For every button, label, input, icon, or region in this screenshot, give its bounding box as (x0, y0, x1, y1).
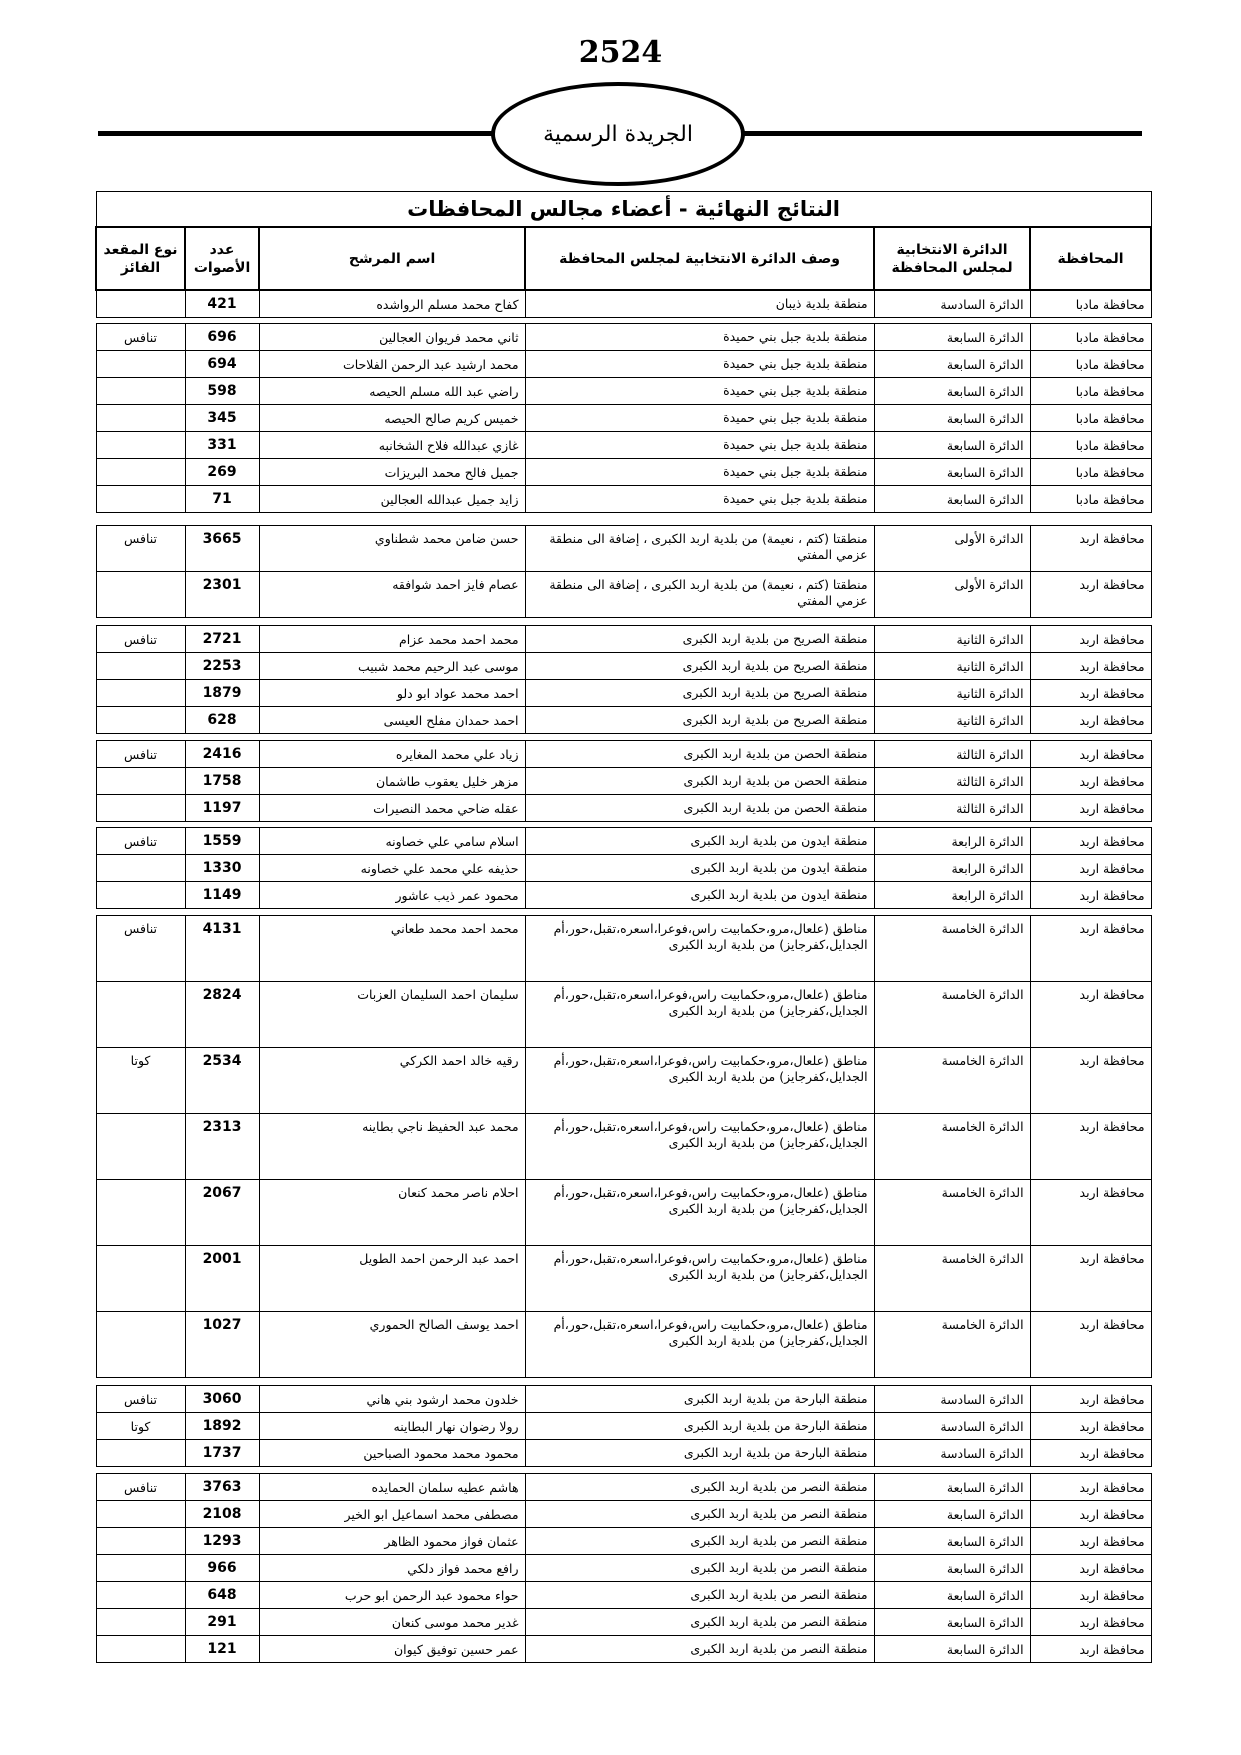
votes-cell: 1758 (185, 768, 259, 795)
candidate-name-cell: عمر حسين توفيق كيوان (259, 1636, 525, 1663)
votes-cell: 121 (185, 1636, 259, 1663)
votes-cell: 2313 (185, 1114, 259, 1180)
governorate-cell: محافظة مادبا (1030, 378, 1151, 405)
governorate-cell: محافظة اربد (1030, 741, 1151, 768)
seat-type-header (96, 227, 185, 290)
district-description-cell: منطقة الصريح من بلدية اربد الكبرى (525, 707, 874, 734)
seat-type-cell (96, 290, 185, 318)
votes-cell: 598 (185, 378, 259, 405)
seat-type-cell (96, 982, 185, 1048)
table-row (96, 982, 1151, 1048)
seat-type-cell (96, 882, 185, 909)
district-cell: الدائرة الثانية (874, 680, 1030, 707)
group-spacer-cell (96, 1467, 1151, 1474)
votes-cell: 966 (185, 1555, 259, 1582)
candidate-name-cell: ثاني محمد فريوان العجالين (259, 324, 525, 351)
table-row (96, 1582, 1151, 1609)
district-cell: الدائرة السابعة (874, 324, 1030, 351)
district-description-cell: منطقة بلدية جبل بني حميدة (525, 378, 874, 405)
votes-cell: 2534 (185, 1048, 259, 1114)
district-description-cell: مناطق (علعال،مرو،حكمابيت راس،فوعرا،اسعره،تقبل،حور،أم الجدايل،كفرجايز) من بلدية اربد الكبرى (525, 1114, 874, 1180)
votes-cell: 421 (185, 290, 259, 318)
seat-type-cell (96, 459, 185, 486)
governorate-cell: محافظة اربد (1030, 1386, 1151, 1413)
votes-cell: 1892 (185, 1413, 259, 1440)
results-table-body (96, 290, 1151, 1663)
group-spacer-cell (96, 909, 1151, 916)
governorate-cell: محافظة مادبا (1030, 351, 1151, 378)
votes-cell: 2824 (185, 982, 259, 1048)
seat-type-cell (96, 1582, 185, 1609)
district-cell: الدائرة السابعة (874, 459, 1030, 486)
district-cell: الدائرة الثالثة (874, 741, 1030, 768)
description-header (525, 227, 874, 290)
candidate-header-label: اسم المرشح (348, 250, 436, 267)
district-description-cell: منطقتا (كتم ، نعيمة) من بلدية اربد الكبرى ، إضافة الى منطقة عزمي المفتي (525, 526, 874, 572)
district-description-cell: منطقتا (كتم ، نعيمة) من بلدية اربد الكبرى ، إضافة الى منطقة عزمي المفتي (525, 572, 874, 618)
seat-type-cell: تنافس (96, 741, 185, 768)
district-description-cell: منطقة النصر من بلدية اربد الكبرى (525, 1609, 874, 1636)
district-cell: الدائرة الخامسة (874, 982, 1030, 1048)
governorate-cell: محافظة اربد (1030, 1312, 1151, 1378)
candidate-name-cell: حواء محمود عبد الرحمن ابو حرب (259, 1582, 525, 1609)
votes-cell: 4131 (185, 916, 259, 982)
group-spacer (96, 1378, 1151, 1386)
table-row (96, 486, 1151, 513)
candidate-name-cell: اسلام سامي علي خصاونه (259, 828, 525, 855)
governorate-cell: محافظة مادبا (1030, 486, 1151, 513)
district-cell: الدائرة السابعة (874, 1474, 1030, 1501)
candidate-name-cell: محمد عبد الحفيظ ناجي بطاينه (259, 1114, 525, 1180)
table-row (96, 572, 1151, 618)
governorate-cell: محافظة اربد (1030, 1474, 1151, 1501)
candidate-name-cell: محمود محمد محمود الصباحين (259, 1440, 525, 1467)
votes-cell: 3060 (185, 1386, 259, 1413)
governorate-cell: محافظة مادبا (1030, 405, 1151, 432)
seat-type-header-label-1: نوع المقعد (103, 241, 178, 258)
seat-type-cell (96, 572, 185, 618)
governorate-cell: محافظة اربد (1030, 572, 1151, 618)
table-row (96, 1246, 1151, 1312)
table-row (96, 1555, 1151, 1582)
governorate-cell: محافظة اربد (1030, 795, 1151, 822)
votes-cell: 1330 (185, 855, 259, 882)
candidate-header (259, 227, 525, 290)
group-spacer (96, 513, 1151, 526)
results-table-head (96, 192, 1151, 291)
governorate-cell: محافظة اربد (1030, 1048, 1151, 1114)
table-row (96, 768, 1151, 795)
votes-cell: 694 (185, 351, 259, 378)
district-cell: الدائرة السابعة (874, 1555, 1030, 1582)
district-cell: الدائرة الرابعة (874, 882, 1030, 909)
seat-type-cell (96, 1246, 185, 1312)
votes-cell: 2253 (185, 653, 259, 680)
district-description-cell: منطقة النصر من بلدية اربد الكبرى (525, 1582, 874, 1609)
votes-cell: 1293 (185, 1528, 259, 1555)
group-spacer (96, 909, 1151, 916)
publication-title: الجريدة الرسمية (543, 121, 693, 147)
seat-type-cell (96, 768, 185, 795)
votes-header (185, 227, 259, 290)
district-header-label-2: لمجلس المحافظة (891, 259, 1013, 276)
governorate-cell: محافظة اربد (1030, 828, 1151, 855)
table-row (96, 526, 1151, 572)
table-row (96, 1386, 1151, 1413)
governorate-cell: محافظة اربد (1030, 882, 1151, 909)
header-row (96, 227, 1151, 290)
seat-type-cell: تنافس (96, 1474, 185, 1501)
district-cell: الدائرة السابعة (874, 351, 1030, 378)
governorate-cell: محافظة مادبا (1030, 432, 1151, 459)
candidate-name-cell: احمد يوسف الصالح الحموري (259, 1312, 525, 1378)
district-header (874, 227, 1030, 290)
table-row (96, 1474, 1151, 1501)
district-description-cell: منطقة الحصن من بلدية اربد الكبرى (525, 768, 874, 795)
group-spacer-cell (96, 513, 1151, 526)
candidate-name-cell: راضي عبد الله مسلم الحيصه (259, 378, 525, 405)
candidate-name-cell: هاشم عطيه سلمان الحمايده (259, 1474, 525, 1501)
candidate-name-cell: احمد حمدان مفلح العيسى (259, 707, 525, 734)
seat-type-cell (96, 1501, 185, 1528)
seat-type-cell (96, 432, 185, 459)
votes-cell: 269 (185, 459, 259, 486)
district-description-cell: منطقة البارحة من بلدية اربد الكبرى (525, 1386, 874, 1413)
district-description-cell: منطقة بلدية جبل بني حميدة (525, 432, 874, 459)
candidate-name-cell: محمد احمد محمد طعاني (259, 916, 525, 982)
district-description-cell: منطقة النصر من بلدية اربد الكبرى (525, 1474, 874, 1501)
district-cell: الدائرة الخامسة (874, 1114, 1030, 1180)
votes-cell: 345 (185, 405, 259, 432)
candidate-name-cell: محمد ارشيد عبد الرحمن الفلاحات (259, 351, 525, 378)
governorate-cell: محافظة اربد (1030, 982, 1151, 1048)
candidate-name-cell: خلدون محمد ارشود بني هاني (259, 1386, 525, 1413)
votes-cell: 2721 (185, 626, 259, 653)
seat-type-cell: تنافس (96, 916, 185, 982)
governorate-cell: محافظة اربد (1030, 1246, 1151, 1312)
district-cell: الدائرة الخامسة (874, 916, 1030, 982)
seat-type-cell (96, 1440, 185, 1467)
district-description-cell: منطقة البارحة من بلدية اربد الكبرى (525, 1413, 874, 1440)
district-cell: الدائرة السادسة (874, 1386, 1030, 1413)
table-row (96, 795, 1151, 822)
votes-cell: 291 (185, 1609, 259, 1636)
district-cell: الدائرة الخامسة (874, 1180, 1030, 1246)
candidate-name-cell: غازي عبدالله فلاح الشخانبه (259, 432, 525, 459)
seat-type-cell (96, 1180, 185, 1246)
table-row (96, 1609, 1151, 1636)
district-description-cell: منطقة ايدون من بلدية اربد الكبرى (525, 855, 874, 882)
candidate-name-cell: عصام فايز احمد شوافقه (259, 572, 525, 618)
votes-cell: 1027 (185, 1312, 259, 1378)
governorate-header-label: المحافظة (1057, 250, 1124, 267)
governorate-cell: محافظة اربد (1030, 1180, 1151, 1246)
district-description-cell: منطقة ايدون من بلدية اربد الكبرى (525, 882, 874, 909)
table-row (96, 707, 1151, 734)
candidate-name-cell: عثمان فواز محمود الظاهر (259, 1528, 525, 1555)
table-row (96, 680, 1151, 707)
district-cell: الدائرة السابعة (874, 432, 1030, 459)
candidate-name-cell: رافع محمد فواز دلكي (259, 1555, 525, 1582)
governorate-cell: محافظة اربد (1030, 707, 1151, 734)
governorate-cell: محافظة اربد (1030, 1528, 1151, 1555)
governorate-cell: محافظة اربد (1030, 653, 1151, 680)
governorate-cell: محافظة اربد (1030, 1555, 1151, 1582)
votes-cell: 628 (185, 707, 259, 734)
table-row (96, 1636, 1151, 1663)
candidate-name-cell: زايد جميل عبدالله العجالين (259, 486, 525, 513)
table-row (96, 626, 1151, 653)
table-row (96, 1048, 1151, 1114)
votes-header-label-2: الأصوات (193, 259, 251, 276)
district-description-cell: مناطق (علعال،مرو،حكمابيت راس،فوعرا،اسعره،تقبل،حور،أم الجدايل،كفرجايز) من بلدية اربد الكبرى (525, 916, 874, 982)
seat-type-cell (96, 1312, 185, 1378)
governorate-cell: محافظة اربد (1030, 855, 1151, 882)
seat-type-cell (96, 486, 185, 513)
table-row (96, 378, 1151, 405)
seat-type-cell (96, 1555, 185, 1582)
votes-cell: 696 (185, 324, 259, 351)
district-description-cell: منطقة النصر من بلدية اربد الكبرى (525, 1636, 874, 1663)
candidate-name-cell: كفاح محمد مسلم الرواشده (259, 290, 525, 318)
district-cell: الدائرة الرابعة (874, 828, 1030, 855)
table-row (96, 459, 1151, 486)
district-cell: الدائرة السابعة (874, 405, 1030, 432)
candidate-name-cell: جميل فالح محمد البريزات (259, 459, 525, 486)
table-row (96, 916, 1151, 982)
district-description-cell: منطقة بلدية جبل بني حميدة (525, 459, 874, 486)
district-header-label-1: الدائرة الانتخابية (896, 241, 1008, 258)
group-spacer (96, 618, 1151, 626)
table-row (96, 432, 1151, 459)
seat-type-cell (96, 405, 185, 432)
district-cell: الدائرة الأولى (874, 526, 1030, 572)
seat-type-cell (96, 680, 185, 707)
district-cell: الدائرة الثانية (874, 707, 1030, 734)
district-cell: الدائرة الثانية (874, 626, 1030, 653)
seat-type-cell (96, 1609, 185, 1636)
candidate-name-cell: رولا رضوان نهار البطاينه (259, 1413, 525, 1440)
district-cell: الدائرة السابعة (874, 378, 1030, 405)
table-row (96, 855, 1151, 882)
candidate-name-cell: احمد محمد عواد ابو دلو (259, 680, 525, 707)
votes-cell: 1879 (185, 680, 259, 707)
table-row (96, 1440, 1151, 1467)
district-description-cell: منطقة البارحة من بلدية اربد الكبرى (525, 1440, 874, 1467)
seat-type-cell (96, 1114, 185, 1180)
governorate-cell: محافظة مادبا (1030, 290, 1151, 318)
seat-type-cell: كوتا (96, 1413, 185, 1440)
district-cell: الدائرة السابعة (874, 1528, 1030, 1555)
seat-type-cell: تنافس (96, 1386, 185, 1413)
district-cell: الدائرة الثالثة (874, 795, 1030, 822)
governorate-cell: محافظة اربد (1030, 916, 1151, 982)
candidate-name-cell: غدير محمد موسى كنعان (259, 1609, 525, 1636)
district-description-cell: منطقة بلدية جبل بني حميدة (525, 486, 874, 513)
table-row (96, 653, 1151, 680)
governorate-cell: محافظة مادبا (1030, 459, 1151, 486)
governorate-cell: محافظة اربد (1030, 1609, 1151, 1636)
group-spacer (96, 734, 1151, 741)
description-header-label: وصف الدائرة الانتخابية لمجلس المحافظة (559, 250, 840, 267)
votes-cell: 2301 (185, 572, 259, 618)
district-cell: الدائرة السابعة (874, 1501, 1030, 1528)
table-row (96, 290, 1151, 318)
votes-cell: 1149 (185, 882, 259, 909)
district-description-cell: منطقة النصر من بلدية اربد الكبرى (525, 1555, 874, 1582)
table-row (96, 882, 1151, 909)
votes-cell: 71 (185, 486, 259, 513)
district-cell: الدائرة الرابعة (874, 855, 1030, 882)
group-spacer-cell (96, 734, 1151, 741)
table-row (96, 828, 1151, 855)
candidate-name-cell: موسى عبد الرحيم محمد شبيب (259, 653, 525, 680)
table-row (96, 1528, 1151, 1555)
table-row (96, 741, 1151, 768)
page-number: 2524 (578, 35, 663, 70)
candidate-name-cell: خميس كريم صالح الحيصه (259, 405, 525, 432)
governorate-header (1030, 227, 1151, 290)
district-cell: الدائرة السادسة (874, 1440, 1030, 1467)
results-table (95, 191, 1152, 1663)
votes-cell: 2067 (185, 1180, 259, 1246)
district-description-cell: منطقة بلدية جبل بني حميدة (525, 351, 874, 378)
table-row (96, 1501, 1151, 1528)
votes-cell: 1737 (185, 1440, 259, 1467)
governorate-cell: محافظة اربد (1030, 1114, 1151, 1180)
table-row (96, 324, 1151, 351)
candidate-name-cell: زياد علي محمد المغايره (259, 741, 525, 768)
seat-type-cell (96, 1528, 185, 1555)
seat-type-cell (96, 795, 185, 822)
district-description-cell: منطقة الحصن من بلدية اربد الكبرى (525, 795, 874, 822)
governorate-cell: محافظة اربد (1030, 1413, 1151, 1440)
table-row (96, 1312, 1151, 1378)
table-row (96, 351, 1151, 378)
seat-type-cell: تنافس (96, 626, 185, 653)
governorate-cell: محافظة اربد (1030, 1501, 1151, 1528)
candidate-name-cell: احلام ناصر محمد كنعان (259, 1180, 525, 1246)
district-cell: الدائرة الخامسة (874, 1246, 1030, 1312)
candidate-name-cell: حذيفه علي محمد علي خصاونه (259, 855, 525, 882)
district-description-cell: مناطق (علعال،مرو،حكمابيت راس،فوعرا،اسعره،تقبل،حور،أم الجدايل،كفرجايز) من بلدية اربد الكبرى (525, 1180, 874, 1246)
district-description-cell: مناطق (علعال،مرو،حكمابيت راس،فوعرا،اسعره،تقبل،حور،أم الجدايل،كفرجايز) من بلدية اربد الكبرى (525, 1246, 874, 1312)
candidate-name-cell: محمد احمد محمد عزام (259, 626, 525, 653)
district-description-cell: مناطق (علعال،مرو،حكمابيت راس،فوعرا،اسعره،تقبل،حور،أم الجدايل،كفرجايز) من بلدية اربد الكبرى (525, 982, 874, 1048)
district-description-cell: منطقة ايدون من بلدية اربد الكبرى (525, 828, 874, 855)
district-description-cell: مناطق (علعال،مرو،حكمابيت راس،فوعرا،اسعره،تقبل،حور،أم الجدايل،كفرجايز) من بلدية اربد الكبرى (525, 1048, 874, 1114)
district-cell: الدائرة الثانية (874, 653, 1030, 680)
district-cell: الدائرة الأولى (874, 572, 1030, 618)
seat-type-cell (96, 1636, 185, 1663)
votes-cell: 2416 (185, 741, 259, 768)
candidate-name-cell: مصطفى محمد اسماعيل ابو الخير (259, 1501, 525, 1528)
seat-type-cell (96, 378, 185, 405)
district-description-cell: مناطق (علعال،مرو،حكمابيت راس،فوعرا،اسعره،تقبل،حور،أم الجدايل،كفرجايز) من بلدية اربد الكبرى (525, 1312, 874, 1378)
candidate-name-cell: رقيه خالد احمد الكركي (259, 1048, 525, 1114)
votes-cell: 2001 (185, 1246, 259, 1312)
votes-header-label-1: عدد (209, 241, 235, 258)
votes-cell: 3763 (185, 1474, 259, 1501)
seat-type-cell: تنافس (96, 324, 185, 351)
governorate-cell: محافظة اربد (1030, 1636, 1151, 1663)
governorate-cell: محافظة اربد (1030, 626, 1151, 653)
candidate-name-cell: عقله ضاحي محمد النصيرات (259, 795, 525, 822)
candidate-name-cell: محمود عمر ذيب عاشور (259, 882, 525, 909)
candidate-name-cell: مزهر خليل يعقوب طاشمان (259, 768, 525, 795)
district-cell: الدائرة السابعة (874, 1582, 1030, 1609)
title-row (96, 192, 1151, 228)
district-description-cell: منطقة الحصن من بلدية اربد الكبرى (525, 741, 874, 768)
governorate-cell: محافظة اربد (1030, 1440, 1151, 1467)
district-description-cell: منطقة النصر من بلدية اربد الكبرى (525, 1501, 874, 1528)
seat-type-cell (96, 707, 185, 734)
table-row (96, 1180, 1151, 1246)
governorate-cell: محافظة مادبا (1030, 324, 1151, 351)
district-description-cell: منطقة بلدية جبل بني حميدة (525, 405, 874, 432)
seat-type-cell (96, 351, 185, 378)
seat-type-cell (96, 653, 185, 680)
group-spacer-cell (96, 618, 1151, 626)
district-description-cell: منطقة الصريح من بلدية اربد الكبرى (525, 626, 874, 653)
district-cell: الدائرة الخامسة (874, 1312, 1030, 1378)
district-cell: الدائرة السابعة (874, 1636, 1030, 1663)
district-description-cell: منطقة بلدية ذيبان (525, 290, 874, 318)
votes-cell: 648 (185, 1582, 259, 1609)
seat-type-cell (96, 855, 185, 882)
table-title: النتائج النهائية - أعضاء مجالس المحافظات (96, 192, 1151, 228)
seat-type-cell: تنافس (96, 526, 185, 572)
district-cell: الدائرة السابعة (874, 1609, 1030, 1636)
candidate-name-cell: حسن ضامن محمد شطناوي (259, 526, 525, 572)
governorate-cell: محافظة اربد (1030, 1582, 1151, 1609)
district-description-cell: منطقة النصر من بلدية اربد الكبرى (525, 1528, 874, 1555)
seat-type-header-label-2: الفائز (120, 259, 161, 276)
seat-type-cell: كوتا (96, 1048, 185, 1114)
votes-cell: 1559 (185, 828, 259, 855)
governorate-cell: محافظة اربد (1030, 526, 1151, 572)
district-description-cell: منطقة بلدية جبل بني حميدة (525, 324, 874, 351)
district-cell: الدائرة السادسة (874, 1413, 1030, 1440)
governorate-cell: محافظة اربد (1030, 680, 1151, 707)
district-cell: الدائرة الخامسة (874, 1048, 1030, 1114)
district-description-cell: منطقة الصريح من بلدية اربد الكبرى (525, 653, 874, 680)
district-cell: الدائرة السادسة (874, 290, 1030, 318)
table-row (96, 1114, 1151, 1180)
district-cell: الدائرة السابعة (874, 486, 1030, 513)
district-cell: الدائرة الثالثة (874, 768, 1030, 795)
group-spacer-cell (96, 1378, 1151, 1386)
votes-cell: 3665 (185, 526, 259, 572)
votes-cell: 2108 (185, 1501, 259, 1528)
group-spacer (96, 1467, 1151, 1474)
candidate-name-cell: احمد عبد الرحمن احمد الطويل (259, 1246, 525, 1312)
governorate-cell: محافظة اربد (1030, 768, 1151, 795)
table-row (96, 405, 1151, 432)
table-row (96, 1413, 1151, 1440)
seat-type-cell: تنافس (96, 828, 185, 855)
masthead-oval (491, 82, 745, 186)
district-description-cell: منطقة الصريح من بلدية اربد الكبرى (525, 680, 874, 707)
votes-cell: 1197 (185, 795, 259, 822)
votes-cell: 331 (185, 432, 259, 459)
candidate-name-cell: سليمان احمد السليمان العزبات (259, 982, 525, 1048)
